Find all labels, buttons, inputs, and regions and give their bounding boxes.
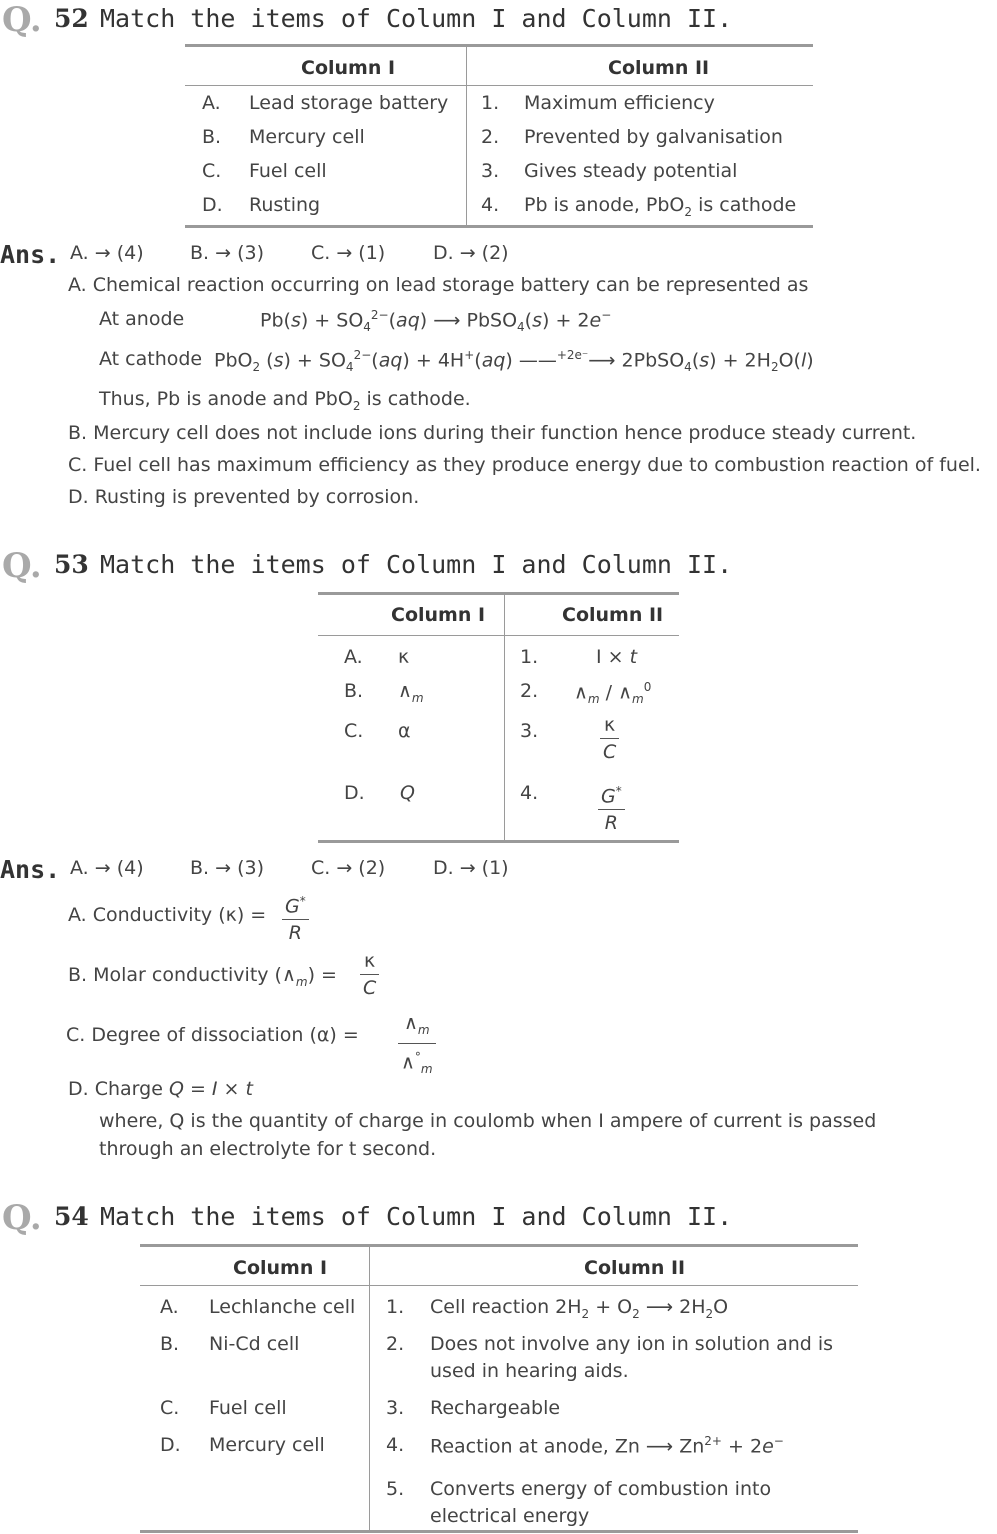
table-rule bbox=[318, 635, 679, 636]
q54-number: 54 bbox=[54, 1202, 89, 1231]
table-cell: Converts energy of combustion into bbox=[430, 1478, 772, 1500]
table-cell: 4. bbox=[481, 194, 500, 216]
column-1-header: Column I bbox=[301, 57, 396, 79]
table-divider bbox=[504, 595, 505, 840]
where-line: through an electrolyte for t second. bbox=[99, 1138, 437, 1160]
answer-label: Ans. bbox=[0, 855, 61, 884]
answer-item: D. → (2) bbox=[433, 242, 509, 264]
table-cell: Rechargeable bbox=[430, 1397, 561, 1419]
table-cell: A. bbox=[160, 1296, 179, 1318]
table-cell: Fuel cell bbox=[209, 1397, 287, 1419]
fraction: $\frac{\wedge_m}{\wedge^\circ_m}$ bbox=[398, 1010, 436, 1082]
table-rule bbox=[318, 840, 679, 843]
table-cell: Pb is anode, PbO$_2$ is cathode bbox=[524, 194, 797, 219]
q54-title: Match the items of Column I and Column II. bbox=[100, 1202, 733, 1231]
explanation-b: B. Molar conductivity $(\wedge_m)$ = bbox=[68, 964, 337, 989]
table-cell: A. bbox=[202, 92, 221, 114]
column-1-header: Column I bbox=[233, 1257, 328, 1279]
answer-item: D. → (1) bbox=[433, 857, 509, 879]
table-cell: D. bbox=[202, 194, 223, 216]
table-cell: Gives steady potential bbox=[524, 160, 738, 182]
table-cell: 1. bbox=[520, 646, 539, 668]
table-cell: I × t bbox=[596, 646, 638, 668]
table-cell: $\frac{\kappa}{C}$ bbox=[600, 712, 619, 765]
q52-letter: Q. bbox=[2, 0, 42, 40]
table-cell: Prevented by galvanisation bbox=[524, 126, 783, 148]
table-cell: B. bbox=[344, 680, 364, 702]
table-cell: 5. bbox=[386, 1478, 405, 1500]
answer-item: C. → (2) bbox=[311, 857, 386, 879]
table-cell: 1. bbox=[386, 1296, 405, 1318]
table-rule bbox=[140, 1530, 858, 1533]
table-cell: κ bbox=[398, 646, 410, 668]
table-cell: Mercury cell bbox=[249, 126, 365, 148]
explanation-d: D. Rusting is prevented by corrosion. bbox=[68, 486, 420, 508]
table-cell: $\wedge_m$ / $\wedge_m^0$ bbox=[574, 680, 652, 707]
answer-item: B. → (3) bbox=[190, 242, 264, 264]
table-divider bbox=[369, 1247, 370, 1530]
q53-letter: Q. bbox=[2, 546, 42, 586]
table-cell: 1. bbox=[481, 92, 500, 114]
table-rule bbox=[185, 85, 813, 86]
table-rule bbox=[318, 592, 679, 595]
table-cell: 2. bbox=[520, 680, 539, 702]
column-1-header: Column I bbox=[391, 604, 486, 626]
explanation-b: B. Mercury cell does not include ions during their function hence produce steady current. bbox=[68, 422, 917, 444]
cathode-equation: PbO$_2$ $(s) + SO_4^{2-}(aq) + 4H^+(aq)$ ——$^{+2e^-}$⟶ 2PbSO$_4$(s) + $2H_2O(l)$ bbox=[214, 348, 814, 375]
table-cell: Does not involve any ion in solution and is bbox=[430, 1333, 834, 1355]
explanation-a: A. Conductivity (κ) = bbox=[68, 904, 267, 926]
table-cell: C. bbox=[160, 1397, 180, 1419]
table-rule bbox=[140, 1244, 858, 1247]
answer-item: C. → (1) bbox=[311, 242, 386, 264]
explanation-a: A. Chemical reaction occurring on lead storage battery can be represented as bbox=[68, 274, 809, 296]
table-cell: Reaction at anode, Zn ⟶ $Zn^{2+} + 2e^-$ bbox=[430, 1434, 784, 1458]
table-cell: 3. bbox=[481, 160, 500, 182]
table-cell: Q bbox=[400, 782, 415, 804]
where-line: where, Q is the quantity of charge in coulomb when I ampere of current is passed bbox=[99, 1110, 877, 1132]
column-2-header: Column II bbox=[608, 57, 710, 79]
table-cell: A. bbox=[344, 646, 363, 668]
fraction: $\frac{G^*}{R}$ bbox=[282, 888, 309, 946]
table-rule bbox=[185, 44, 813, 47]
table-cell: α bbox=[398, 720, 411, 742]
table-cell: $\wedge_m$ bbox=[398, 680, 424, 705]
table-cell: electrical energy bbox=[430, 1505, 590, 1527]
table-cell: 4. bbox=[520, 782, 539, 804]
thus-line: Thus, Pb is anode and PbO$_2$ is cathode. bbox=[99, 388, 471, 413]
table-cell: Ni-Cd cell bbox=[209, 1333, 300, 1355]
table-cell: Lechlanche cell bbox=[209, 1296, 356, 1318]
answer-item: A. → (4) bbox=[70, 242, 144, 264]
table-cell: 2. bbox=[481, 126, 500, 148]
column-2-header: Column II bbox=[562, 604, 664, 626]
table-cell: C. bbox=[202, 160, 222, 182]
column-2-header: Column II bbox=[584, 1257, 686, 1279]
table-cell: C. bbox=[344, 720, 364, 742]
explanation-c: C. Fuel cell has maximum efficiency as they produce energy due to combustion reaction of fuel. bbox=[68, 454, 981, 476]
table-cell: B. bbox=[160, 1333, 180, 1355]
answer-label: Ans. bbox=[0, 240, 61, 269]
anode-equation: $Pb(s) + SO_4^{2-}(aq)$ ⟶ PbSO$_4$(s) + 2e− bbox=[260, 308, 612, 335]
table-cell: Lead storage battery bbox=[249, 92, 449, 114]
table-cell: 4. bbox=[386, 1434, 405, 1456]
table-divider bbox=[466, 47, 467, 225]
table-cell: Cell reaction $2H_2 + O_2$ ⟶ $2H_2O$ bbox=[430, 1296, 729, 1321]
table-cell: Mercury cell bbox=[209, 1434, 325, 1456]
q54-letter: Q. bbox=[2, 1198, 42, 1238]
table-cell: 3. bbox=[386, 1397, 405, 1419]
table-rule bbox=[140, 1285, 858, 1286]
table-cell: 2. bbox=[386, 1333, 405, 1355]
answer-item: B. → (3) bbox=[190, 857, 264, 879]
q53-number: 53 bbox=[54, 550, 89, 579]
table-cell: D. bbox=[344, 782, 365, 804]
q53-title: Match the items of Column I and Column II. bbox=[100, 550, 733, 579]
table-cell: Maximum efficiency bbox=[524, 92, 715, 114]
table-cell: used in hearing aids. bbox=[430, 1360, 629, 1382]
explanation-d: D. Charge Q = I × t bbox=[68, 1078, 253, 1100]
explanation-c: C. Degree of dissociation (α) = bbox=[66, 1024, 359, 1046]
table-cell: Rusting bbox=[249, 194, 321, 216]
table-cell: D. bbox=[160, 1434, 181, 1456]
table-cell: $\frac{G^*}{R}$ bbox=[598, 778, 625, 836]
q52-number: 52 bbox=[54, 4, 89, 33]
cathode-label: At cathode bbox=[99, 348, 203, 370]
table-cell: B. bbox=[202, 126, 222, 148]
answer-item: A. → (4) bbox=[70, 857, 144, 879]
table-cell: Fuel cell bbox=[249, 160, 327, 182]
q52-title: Match the items of Column I and Column II. bbox=[100, 4, 733, 33]
table-rule bbox=[185, 225, 813, 228]
anode-label: At anode bbox=[99, 308, 185, 330]
table-cell: 3. bbox=[520, 720, 539, 742]
fraction: $\frac{\kappa}{C}$ bbox=[360, 948, 379, 1001]
